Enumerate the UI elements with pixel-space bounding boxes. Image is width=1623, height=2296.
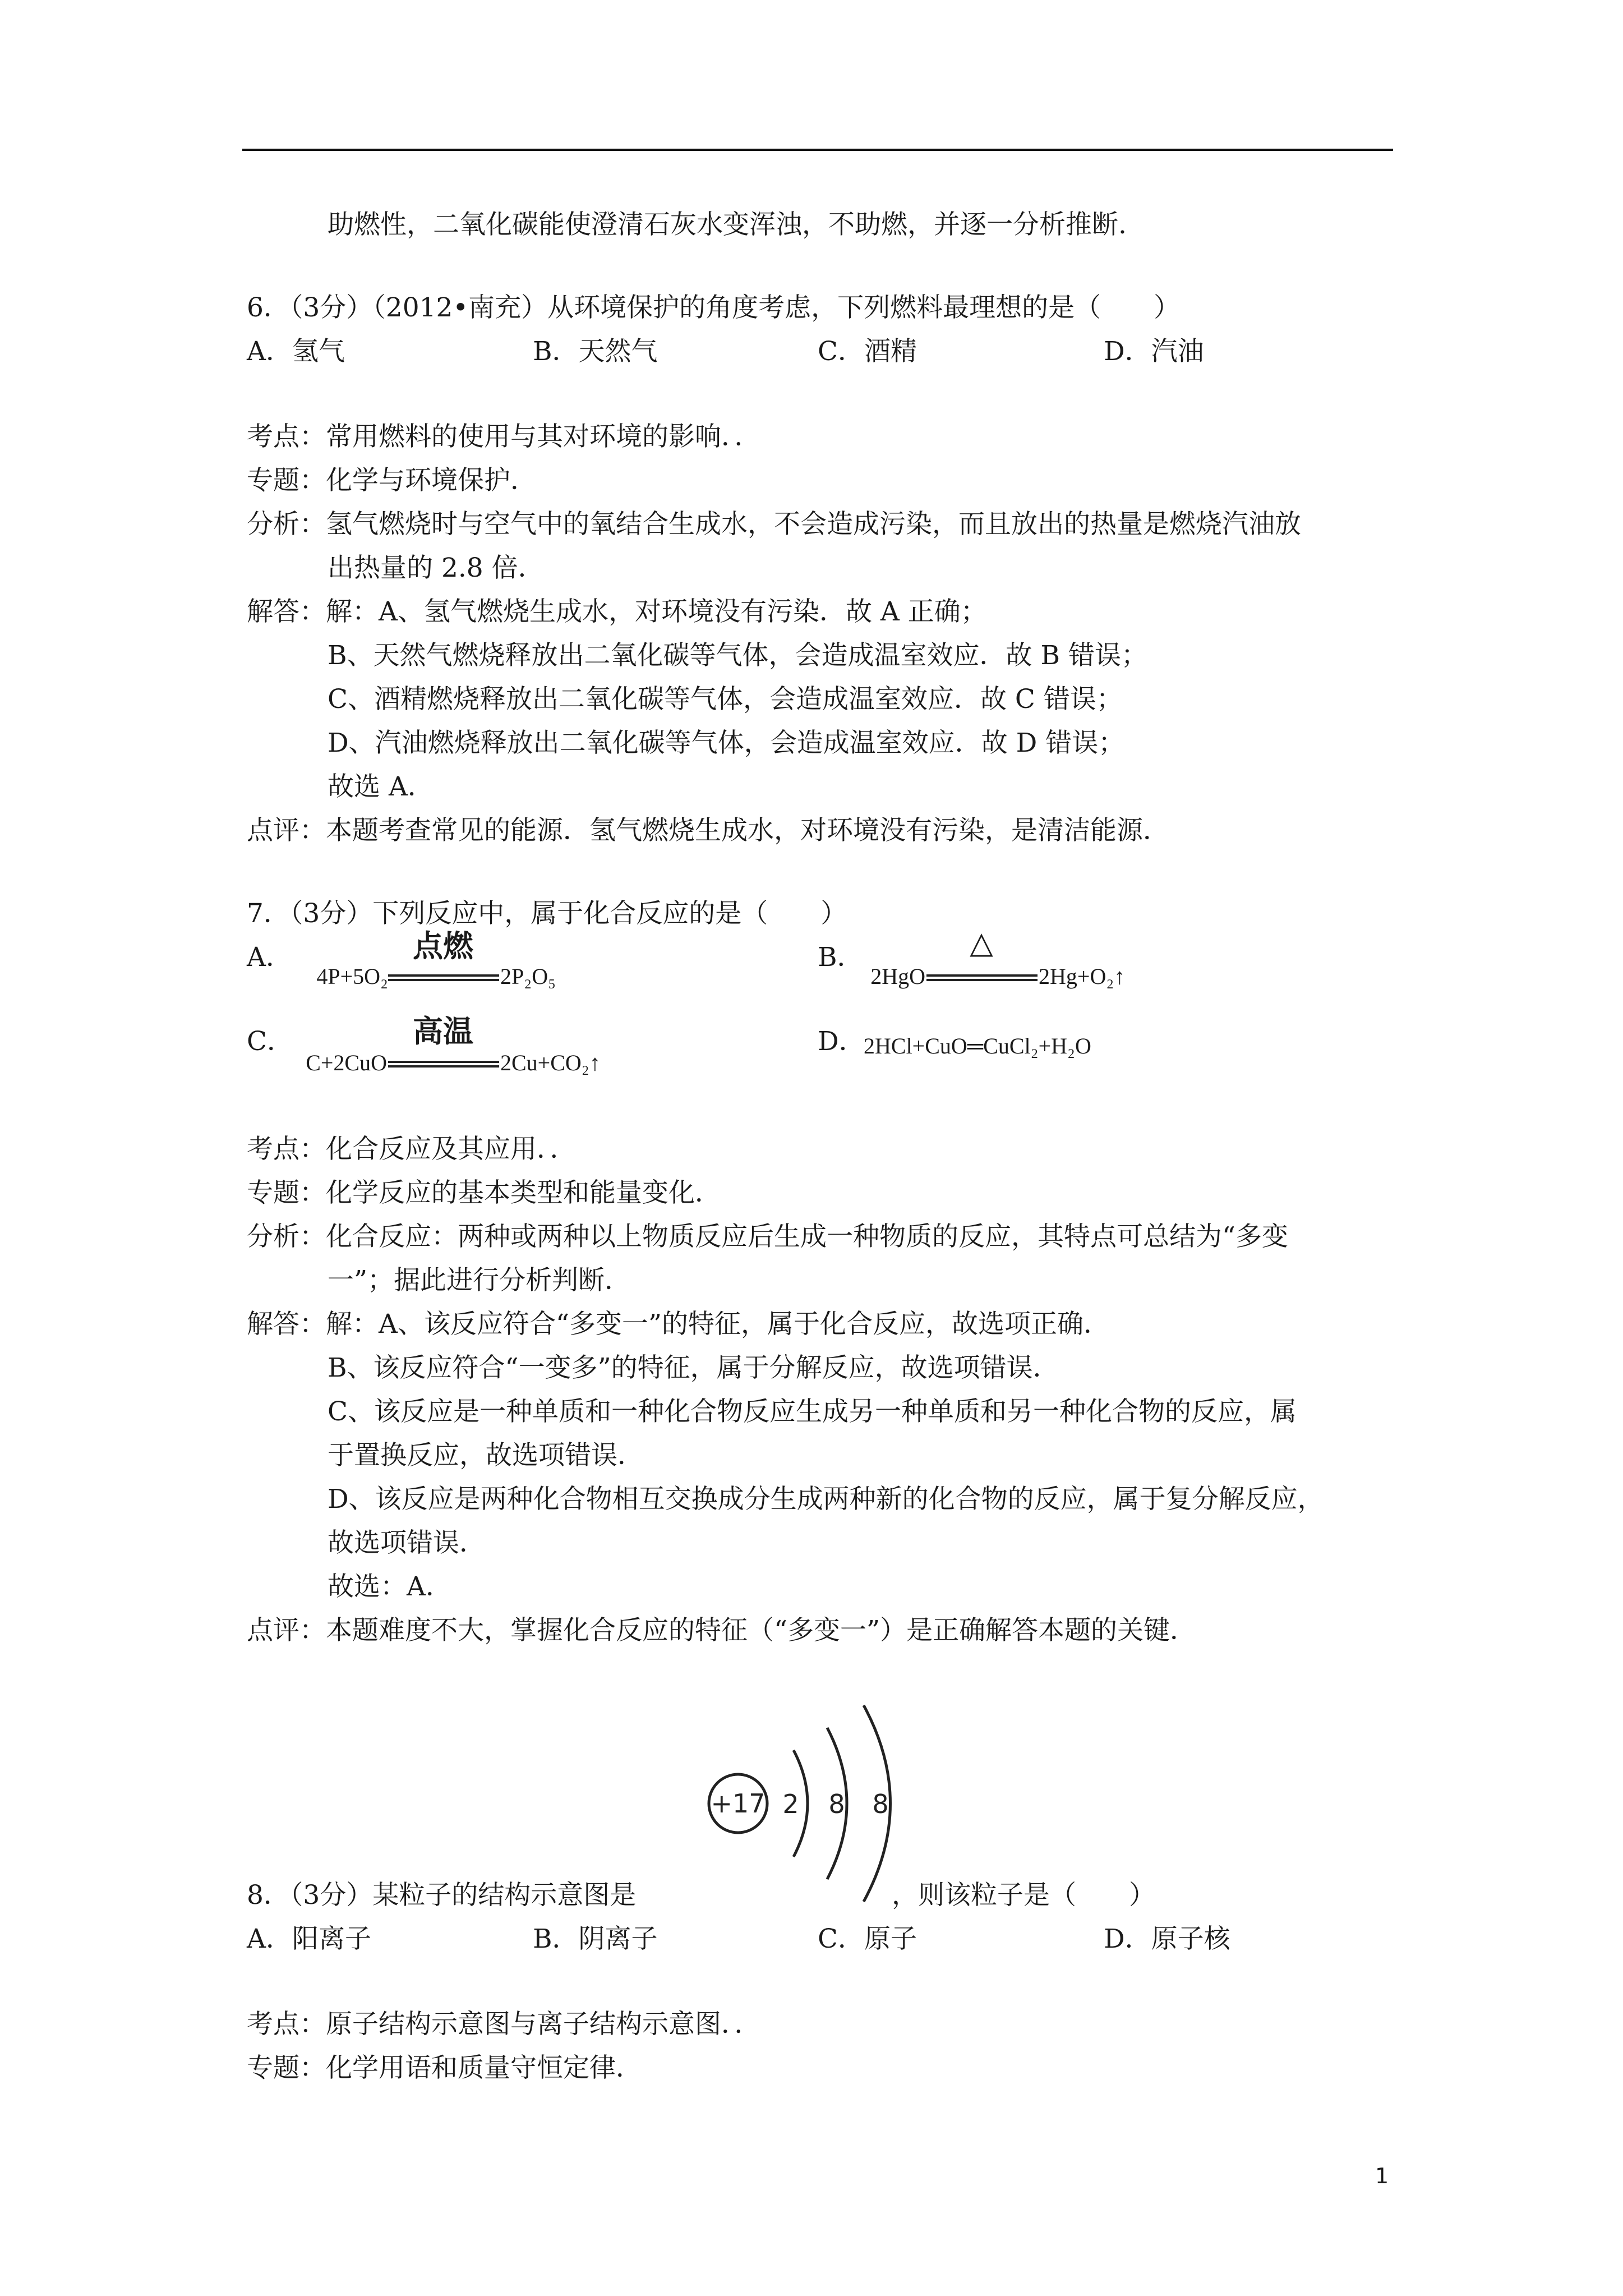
q7-eq-b-equals (926, 974, 1038, 981)
q8-stem-part-1: 8．（3分）某粒子的结构示意图是 (247, 1880, 637, 1911)
q7-kaodian: 考点：化合反应及其应用．． (247, 1134, 577, 1165)
q7-jieda-6: 故选项错误． (328, 1527, 486, 1558)
q6-option-c: C．酒精 (818, 336, 917, 367)
q7-stem: 7．（3分）下列反应中，属于化合反应的是（ ） (247, 898, 847, 929)
q6-kaodian: 考点：常用燃料的使用与其对环境的影响．． (247, 421, 761, 452)
q8-zhuanti: 专题：化学用语和质量守恒定律． (247, 2053, 642, 2083)
q6-option-b: B．天然气 (533, 336, 658, 367)
header-rule (242, 149, 1393, 151)
q6-stem: 6．（3分）（2012•南充）从环境保护的角度考虑，下列燃料最理想的是（ ） (247, 292, 1181, 323)
q7-jieda-7: 故选：A． (328, 1571, 452, 1602)
q7-fenxi-2: 一”；据此进行分析判断． (328, 1265, 631, 1296)
q7-eq-c-right: 2Cu+CO₂↑ (500, 1050, 601, 1075)
q7-eq-a-condition: 点燃 (413, 928, 473, 964)
q7-eq-c-condition: 高温 (413, 1014, 473, 1049)
q6-option-a: A．氢气 (247, 336, 345, 367)
q7-jieda-1: 解答：解：A、该反应符合“多变一”的特征，属于化合反应，故选项正确． (247, 1309, 1110, 1340)
q7-eq-c-left: C+2CuO (306, 1050, 387, 1075)
q8-option-d: D．原子核 (1104, 1924, 1230, 1954)
q7-eq-a-equals (388, 974, 499, 981)
carry-over-line: 助燃性，二氧化碳能使澄清石灰水变浑浊，不助燃，并逐一分析推断. (328, 209, 1127, 240)
q7-jieda-5: D、该反应是两种化合物相互交换成分生成两种新的化合物的反应，属于复分解反应， (328, 1484, 1324, 1515)
q7-jieda-4: 于置换反应，故选项错误． (328, 1440, 644, 1471)
q6-zhuanti: 专题：化学与环境保护． (247, 465, 537, 496)
q7-zhuanti: 专题：化学反应的基本类型和能量变化． (247, 1177, 721, 1208)
q7-option-c-label: C． (247, 1026, 293, 1057)
q7-option-a-label: A． (247, 942, 292, 973)
q6-jieda-1: 解答：解：A、氢气燃烧生成水，对环境没有污染．故 A 正确； (247, 596, 987, 627)
q6-jieda-5: 故选 A． (328, 771, 434, 802)
q7-eq-c-equals (388, 1061, 499, 1068)
q7-fenxi-1: 分析：化合反应：两种或两种以上物质反应后生成一种物质的反应，其特点可总结为“多变 (247, 1221, 1289, 1252)
shell-2-electrons: 8 (828, 1789, 845, 1819)
q8-option-a: A．阳离子 (247, 1924, 371, 1954)
shell-3-electrons: 8 (872, 1789, 889, 1819)
q7-eq-b-right: 2Hg+O₂↑ (1039, 964, 1126, 989)
q6-jieda-4: D、汽油燃烧释放出二氧化碳等气体，会造成温室效应．故 D 错误； (328, 728, 1125, 758)
q8-kaodian: 考点：原子结构示意图与离子结构示意图．． (247, 2009, 761, 2040)
q6-dianping: 点评：本题考查常见的能源．氢气燃烧生成水，对环境没有污染，是清洁能源． (247, 815, 1169, 846)
q7-option-b-label: B． (818, 942, 864, 973)
q8-option-b: B．阴离子 (533, 1924, 658, 1954)
q7-eq-d: 2HCl+CuO═CuCl₂+H₂O (864, 1033, 1091, 1059)
q7-eq-b-condition: △ (970, 925, 993, 960)
q7-eq-a-right: 2P₂O₅ (500, 964, 556, 989)
q6-option-d: D．汽油 (1104, 336, 1204, 367)
q7-dianping: 点评：本题难度不大，掌握化合反应的特征（“多变一”）是正确解答本题的关键． (247, 1615, 1197, 1646)
q8-stem-part-2: ，则该粒子是（ ） (892, 1880, 1155, 1911)
shell-1-electrons: 2 (782, 1789, 799, 1819)
q6-fenxi-1: 分析：氢气燃烧时与空气中的氧结合生成水，不会造成污染，而且放出的热量是燃烧汽油放 (247, 509, 1301, 540)
q8-option-c: C．原子 (818, 1924, 917, 1954)
q6-fenxi-2: 出热量的 2.8 倍． (328, 553, 545, 583)
q7-jieda-2: B、该反应符合“一变多”的特征，属于分解反应，故选项错误． (328, 1352, 1059, 1383)
q6-jieda-3: C、酒精燃烧释放出二氧化碳等气体，会造成温室效应．故 C 错误； (328, 684, 1123, 715)
q6-jieda-2: B、天然气燃烧释放出二氧化碳等气体，会造成温室效应．故 B 错误； (328, 640, 1147, 671)
page-number: 1 (1375, 2164, 1389, 2188)
q7-option-d-label: D． (818, 1026, 865, 1057)
q7-eq-a-left: 4P+5O₂ (316, 964, 388, 989)
nucleus-charge: +17 (711, 1788, 766, 1819)
q7-eq-b-left: 2HgO (870, 964, 925, 989)
q7-jieda-3: C、该反应是一种单质和一种化合物反应生成另一种单质和另一种化合物的反应，属 (328, 1396, 1297, 1427)
